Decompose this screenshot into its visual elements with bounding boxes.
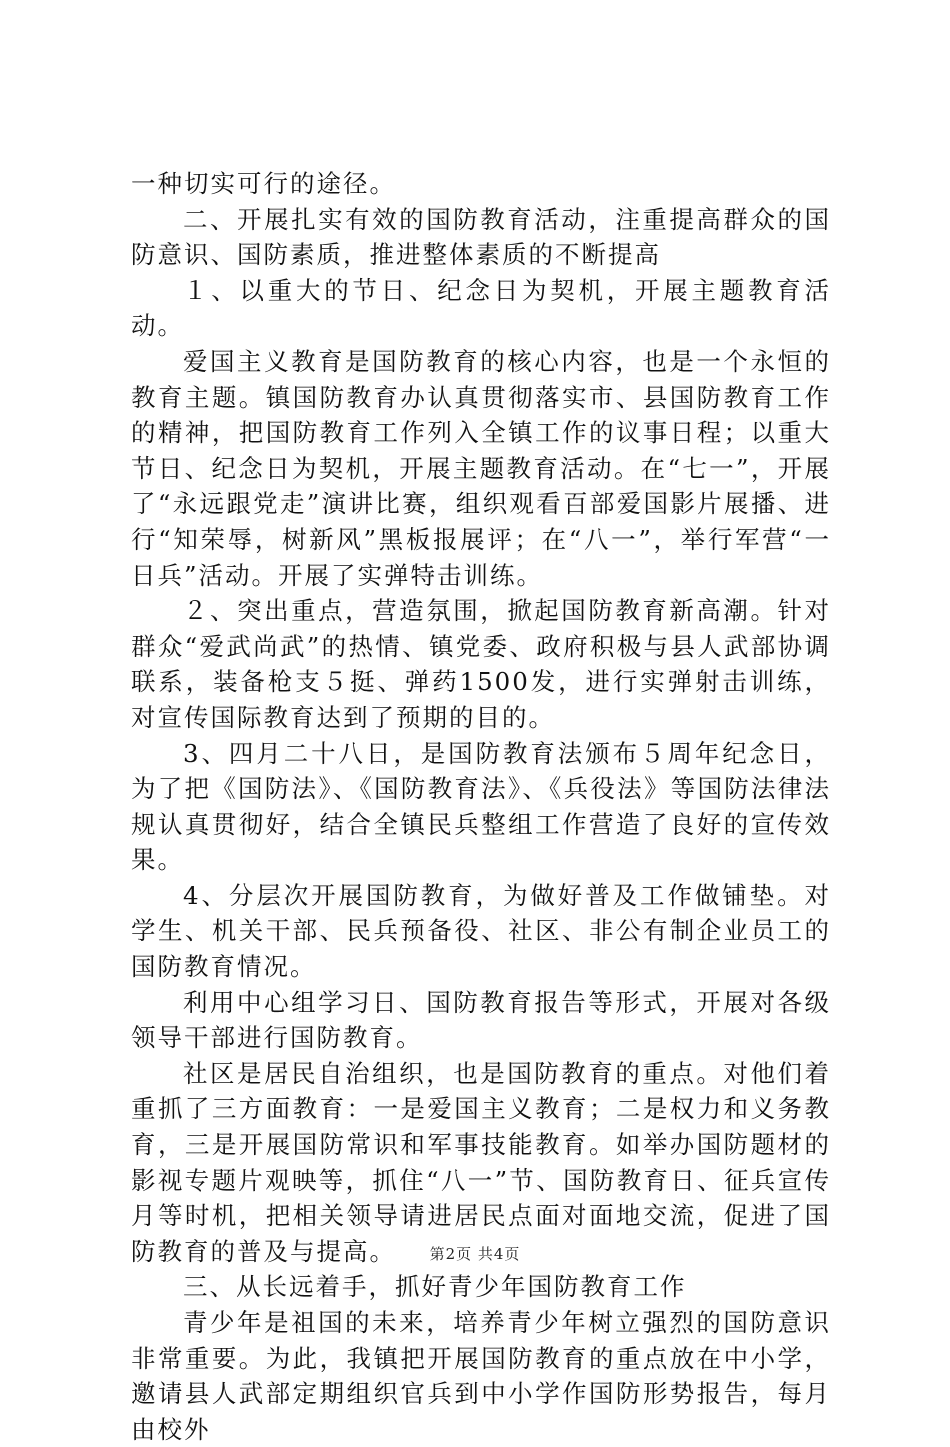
subheading-4-paragraph: 4、分层次开展国防教育，为做好普及工作做铺垫。对学生、机关干部、民兵预备役、社区、非公有制企业员工的国防教育情况。 xyxy=(131,880,831,982)
page-footer: 第2页 共4页 xyxy=(429,1245,521,1263)
subheading-2-paragraph: ２、突出重点，营造氛围，掀起国防教育新高潮。针对群众“爱武尚武”的热情、镇党委、政府积极与县人武部协调联系，装备枪支５挺、弹药1500发，进行实弹射击训练，对宣传国际教育达到了预期的目的。 xyxy=(131,596,831,732)
section-heading-2: 二、开展扎实有效的国防教育活动，注重提高群众的国防意识、国防素质，推进整体素质的不断提高 xyxy=(131,204,831,270)
subheading-3-paragraph: 3、四月二十八日，是国防教育法颁布５周年纪念日，为了把《国防法》、《国防教育法》、《兵役法》等国防法律法规认真贯彻好，结合全镇民兵整组工作营造了良好的宣传效果。 xyxy=(131,738,831,875)
paragraph-patriotic-education: 爱国主义教育是国防教育的核心内容，也是一个永恒的教育主题。镇国防教育办认真贯彻落实市、县国防教育工作的精神，把国防教育工作列入全镇工作的议事日程；以重大节日、纪念日为契机，开展主题教育活动。在“七一”，开展了“永远跟党走”演讲比赛，组织观看百部爱国影片展播、进行“知荣辱，树新风”黑板报展评；在“八一”，举行军营“一日兵”活动。开展了实弹特击训练。 xyxy=(131,346,831,590)
paragraph-continuation: 一种切实可行的途径。 xyxy=(131,169,396,198)
section-heading-3: 三、从长远着手，抓好青少年国防教育工作 xyxy=(183,1272,687,1302)
subheading-1: １、以重大的节日、纪念日为契机，开展主题教育活动。 xyxy=(131,275,831,341)
paragraph-youth: 青少年是祖国的未来，培养青少年树立强烈的国防意识非常重要。为此，我镇把开展国防教育的重点放在中小学，邀请县人武部定期组织官兵到中小学作国防形势报告，每月由校外 xyxy=(131,1308,831,1444)
paragraph-community: 社区是居民自治组织，也是国防教育的重点。对他们着重抓了三方面教育：一是爱国主义教育；二是权力和义务教育，三是开展国防常识和军事技能教育。如举办国防题材的影视专题片观映等，抓住“八一”节、国防教育日、征兵宣传月等时机，把相关领导请进居民点面对面地交流，促进了国防教育的普及与提高。 xyxy=(131,1058,831,1266)
paragraph-leaders: 利用中心组学习日、国防教育报告等形式，开展对各级领导干部进行国防教育。 xyxy=(131,987,831,1053)
